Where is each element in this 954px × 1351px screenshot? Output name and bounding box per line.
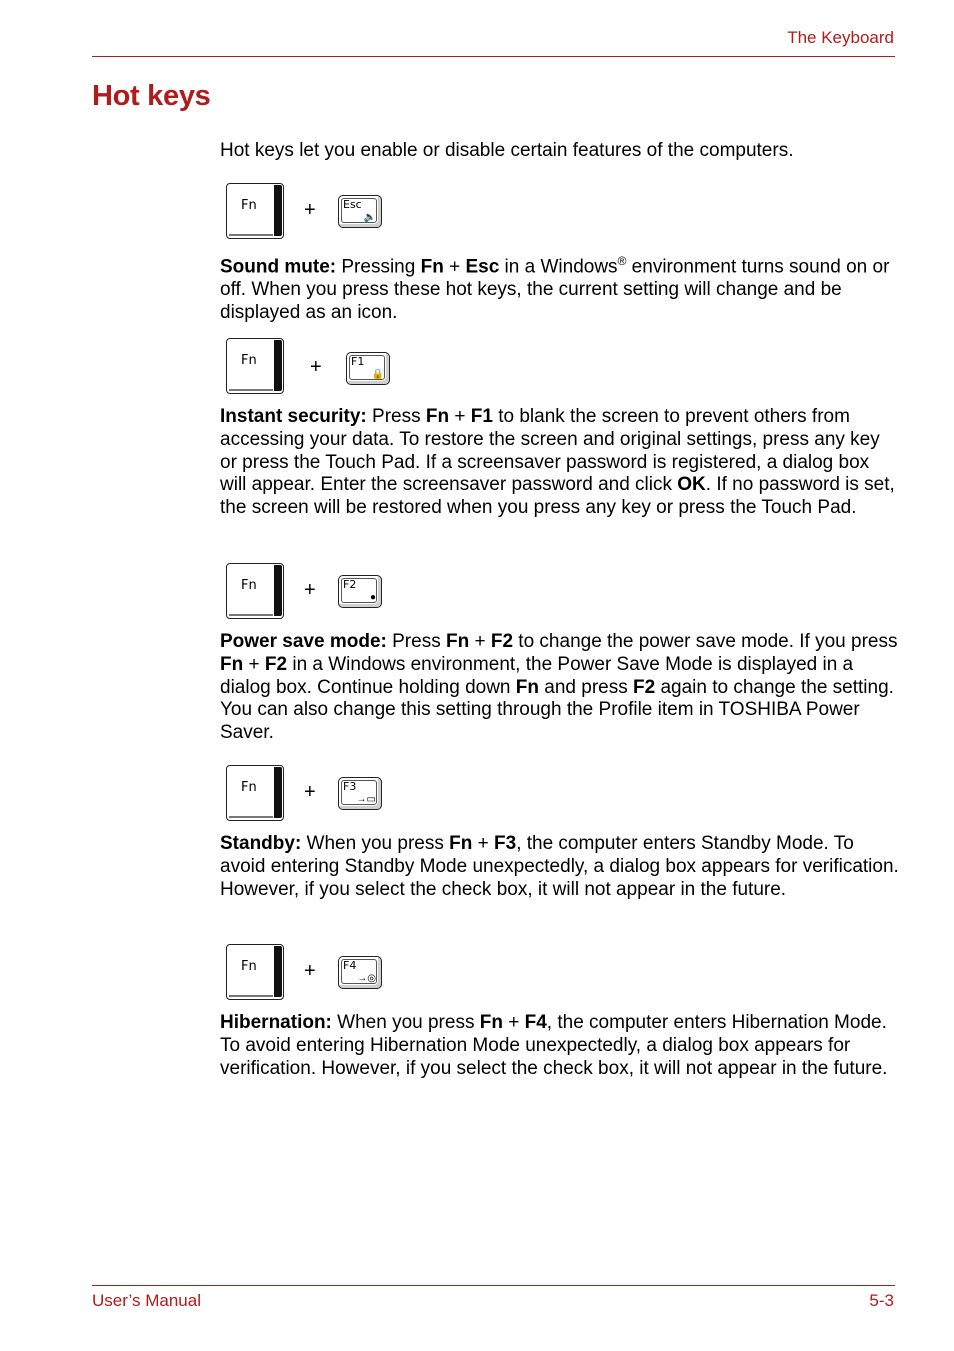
plus-sign: + [304,199,316,221]
standby-icon: →▭ [356,794,376,805]
hotkey-description-instant-security: Instant security: Press Fn + F1 to blank the screen to prevent others from accessing your data. To restore the screen and original settings, press any key or press the Touch Pad. If a screensaver password is registered, a dialog box will appear. Enter the screensaver password and click OK. If no password is set, the screen will be restored when you press any key or press the Touch Pad. [220,406,895,519]
hotkey-description-power-save-mode: Power save mode: Press Fn + F2 to change the power save mode. If you press Fn + F2 in a Windows environment, the Power Save Mode is displayed in a dialog box. Continue holding down Fn and press F2 again to change the setting. You can also change this setting through the Profile item in TOSHIBA Power Saver. [220,631,898,744]
f1-key: F1 🔒 [346,352,390,385]
intro-text: Hot keys let you enable or disable certain features of the computers. [220,140,794,161]
header-rule [92,56,895,57]
hotkey-description-hibernation: Hibernation: When you press Fn + F4, the computer enters Hibernation Mode. To avoid entering Hibernation Mode unexpectedly, a dialog box appears for verification. However, if you select the check box, it will not appear in the future. [220,1012,888,1079]
lock-icon: 🔒 [371,369,384,380]
hotkey-combo-standby [226,765,426,827]
manual-name: User’s Manual [92,1291,201,1310]
hotkey-description-sound-mute: Sound mute: Pressing Fn + Esc in a Windows® environment turns sound on or off. When you press these hot keys, the current setting will change and be displayed as an icon. [220,254,890,323]
page-title: Hot keys [92,80,211,112]
plus-sign: + [304,579,316,601]
footer-rule [92,1285,895,1286]
hotkey-combo-hibernation [226,944,426,1006]
f2-key: F2 ● [338,575,382,608]
page-number: 5-3 [869,1291,894,1310]
fn-key: Fn [226,563,284,619]
section-title: The Keyboard [787,28,894,47]
hotkey-description-standby: Standby: When you press Fn + F3, the computer enters Standby Mode. To avoid entering Standby Mode unexpectedly, a dialog box appears for verification. However, if you select the check box, it will not appear in the future. [220,833,899,900]
plus-sign: + [304,781,316,803]
speaker-mute-icon: 🔈 [363,212,376,223]
f4-key: F4 →◎ [338,956,382,989]
esc-key: Esc 🔈 [338,195,382,228]
plus-sign: + [304,960,316,982]
hotkey-combo-instant-security [226,338,426,400]
hibernation-icon: →◎ [357,973,376,984]
fn-key: Fn [226,944,284,1000]
fn-key: Fn [226,338,284,394]
fn-key: Fn [226,765,284,821]
power-save-icon: ● [369,592,376,603]
fn-key: Fn [226,183,284,239]
plus-sign: + [310,356,322,378]
hotkey-combo-power-save-mode [226,563,426,625]
f3-key: F3 →▭ [338,777,382,810]
hotkey-combo-sound-mute [226,183,426,245]
